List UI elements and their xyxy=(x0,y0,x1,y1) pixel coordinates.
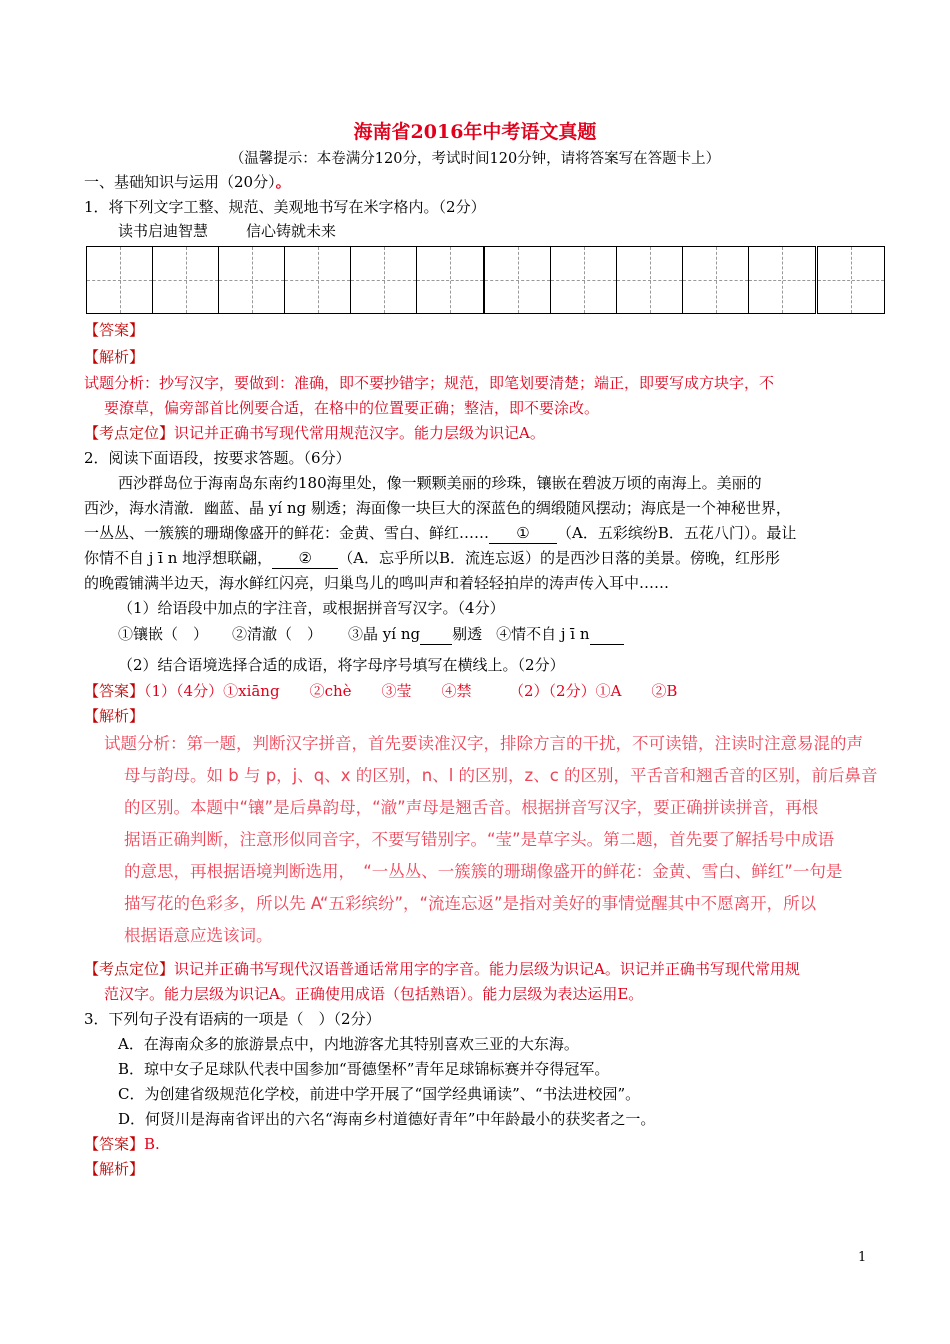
page-number: 1 xyxy=(858,1250,867,1265)
q3-option-d: D．何贤川是海南省评出的六名“海南乡村道德好青年”中年龄最小的获奖者之一。 xyxy=(118,1110,656,1128)
kaodian-text: 范汉字。能力层级为识记A。正确使用成语（包括熟语）。能力层级为表达运用E。 xyxy=(104,985,644,1003)
analysis-text: 要潦草，偏旁部首比例要合适，在格中的位置要正确；整洁，即不要涂改。 xyxy=(104,399,600,417)
q3-answer: 【答案】B. xyxy=(84,1135,160,1153)
kaodian: 【考点定位】识记并正确书写现代常用规范汉字。能力层级为识记A。 xyxy=(84,424,545,442)
q2-sub1: （1）给语段中加点的字注音，或根据拼音写汉字。（4分） xyxy=(118,599,505,617)
a2-answer: 【答案】（1）（4分）①xiāng ②chè ③莹 ④禁 （2）（2分）①A ②B xyxy=(84,682,678,700)
blank-3[interactable] xyxy=(420,624,452,645)
blank-4[interactable] xyxy=(590,624,624,645)
analysis-text: 母与韵母。如 b 与 p，j、q、x 的区别，n、l 的区别，z、c 的区别，平舌音和翘舌音的区别，前后鼻音 xyxy=(124,766,878,785)
analysis-text: 试题分析：抄写汉字，要做到：准确，即不要抄错字；规范，即笔划要清楚；端正，即要写成方块字，不 xyxy=(84,374,775,392)
q2-passage: 一丛丛、一簇簇的珊瑚像盛开的鲜花：金黄、雪白、鲜红…… ① （A．五彩缤纷B．五花八门）。最让 xyxy=(84,524,797,542)
writing-grid-3[interactable] xyxy=(817,246,885,314)
analysis-text: 试题分析：第一题，判断汉字拼音，首先要读准汉字，排除方言的干扰，不可读错，注读时注意易混的声 xyxy=(104,734,863,753)
writing-grid-2[interactable] xyxy=(484,246,816,314)
q2-stem: 2．阅读下面语段，按要求答题。（6分） xyxy=(84,449,351,467)
analysis-label: 【解析】 xyxy=(84,707,145,725)
q2-sub2: （2）结合语境选择合适的成语，将字母序号填写在横线上。（2分） xyxy=(118,656,565,674)
q1-phrases: 读书启迪智慧 信心铸就未来 xyxy=(118,222,337,240)
page-title: 海南省2016年中考语文真题 xyxy=(353,121,597,143)
analysis-text: 描写花的色彩多，所以先 A“五彩缤纷”，“流连忘返”是指对美好的事情觉醒其中不愿离开，所以 xyxy=(124,894,817,913)
analysis-text: 根据语意应选该词。 xyxy=(124,926,273,945)
q1-stem: 1．将下列文字工整、规范、美观地书写在米字格内。（2分） xyxy=(84,198,486,216)
q2-passage: 的晚霞铺满半边天，海水鲜红闪亮，归巢鸟儿的鸣叫声和着轻轻拍岸的涛声传入耳中…… xyxy=(84,574,670,592)
blank-1[interactable]: ① xyxy=(489,523,557,544)
q2-passage: 西沙群岛位于海南岛东南约180海里处，像一颗颗美丽的珍珠，镶嵌在碧波万顷的南海上。美丽的 xyxy=(118,474,762,492)
blank-2[interactable]: ② xyxy=(272,548,338,569)
analysis-text: 的区别。本题中“镶”是后鼻韵母，“澈”声母是翘舌音。根据拼音写汉字，要正确拼读拼音，再根 xyxy=(124,798,819,817)
answer-label: 【答案】 xyxy=(84,321,145,339)
q3-stem: 3．下列句子没有语病的一项是（ ）（2分） xyxy=(84,1010,381,1028)
q3-option-a: A．在海南众多的旅游景点中，内地游客尤其特别喜欢三亚的大东海。 xyxy=(118,1035,579,1053)
analysis-text: 据语正确判断，注意形似同音字，不要写错别字。“莹”是草字头。第二题，首先要了解括号中成语 xyxy=(124,830,835,849)
analysis-text: 的意思，再根据语境判断选用， “一丛丛、一簇簇的珊瑚像盛开的鲜花：金黄、雪白、鲜红”一句是 xyxy=(124,862,843,881)
writing-grid-1[interactable] xyxy=(86,246,484,314)
q2-passage: 你情不自 j ī n 地浮想联翩， ② （A．忘乎所以B．流连忘返）的是西沙日落的美景。傍晚，红彤彤 xyxy=(84,549,781,567)
section-heading: 一、基础知识与运用（20分）。 xyxy=(84,173,291,191)
kaodian: 【考点定位】识记并正确书写现代汉语普通话常用字的字音。能力层级为识记A。识记并正确书写现代常用规 xyxy=(84,960,800,978)
exam-note: （温馨提示：本卷满分120分，考试时间120分钟，请将答案写在答题卡上） xyxy=(229,151,721,167)
q3-option-b: B．琼中女子足球队代表中国参加“哥德堡杯”青年足球锦标赛并夺得冠军。 xyxy=(118,1060,610,1078)
analysis-label: 【解析】 xyxy=(84,348,145,366)
q2-passage: 西沙，海水清澈．幽蓝、晶 yí ng 剔透；海面像一块巨大的深蓝色的绸缎随风摆动；海底是一个神秘世界， xyxy=(84,499,791,517)
q3-option-c: C．为创建省级规范化学校，前进中学开展了“国学经典诵读”、“书法进校园”。 xyxy=(118,1085,641,1103)
analysis-label: 【解析】 xyxy=(84,1160,145,1178)
q2-options: ①镶嵌（ ） ②清澈（ ） ③晶 yí ng 剔透 ④情不自 j ī n xyxy=(118,624,624,645)
